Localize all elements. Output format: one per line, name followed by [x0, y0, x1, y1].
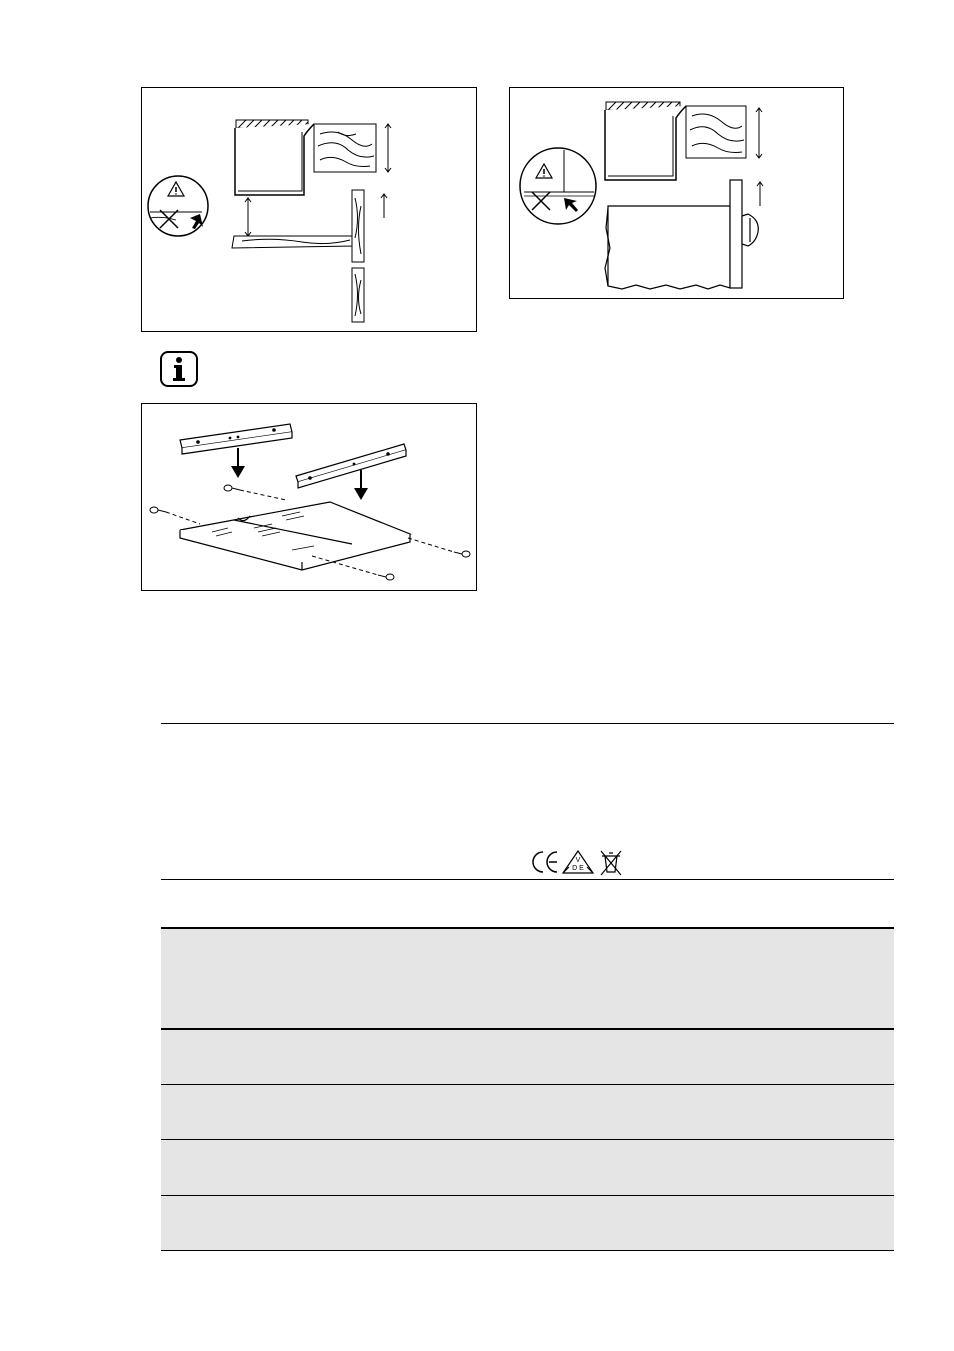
section-divider: [161, 879, 894, 880]
info-icon: [159, 350, 199, 388]
bracket-left: [180, 424, 292, 454]
oven-diagram: [510, 88, 845, 300]
compliance-marks: [529, 847, 625, 877]
protection-tray: [180, 502, 410, 570]
warning-circle-icon: [148, 176, 208, 236]
down-arrow-icon: [231, 448, 368, 500]
installation-figure-oven: [509, 87, 844, 299]
weee-bin-icon: [601, 851, 621, 875]
table-row: [161, 929, 894, 1028]
table-row: [161, 1140, 894, 1195]
warning-circle-icon: [520, 148, 596, 224]
ce-mark-icon: [533, 852, 557, 872]
installation-figure-protection-box: [141, 403, 477, 591]
svg-text:D E: D E: [572, 865, 584, 872]
table-row: [161, 1196, 894, 1250]
svg-text:V: V: [575, 857, 581, 864]
drawer-diagram: [142, 88, 478, 333]
table-bottom-border: [161, 1250, 894, 1251]
bracket-right: [296, 444, 406, 488]
table-row: [161, 1030, 894, 1084]
worktop-wood: [686, 106, 746, 158]
section-divider: [161, 723, 894, 724]
vde-mark-icon: [563, 851, 593, 873]
table-row: [161, 1085, 894, 1139]
oven-body: [605, 180, 758, 289]
side-panel: [352, 190, 364, 322]
protection-box-diagram: [142, 404, 478, 592]
installation-figure-drawer: [141, 87, 477, 332]
drawer-plank: [232, 236, 354, 248]
worktop-wood: [314, 124, 376, 172]
